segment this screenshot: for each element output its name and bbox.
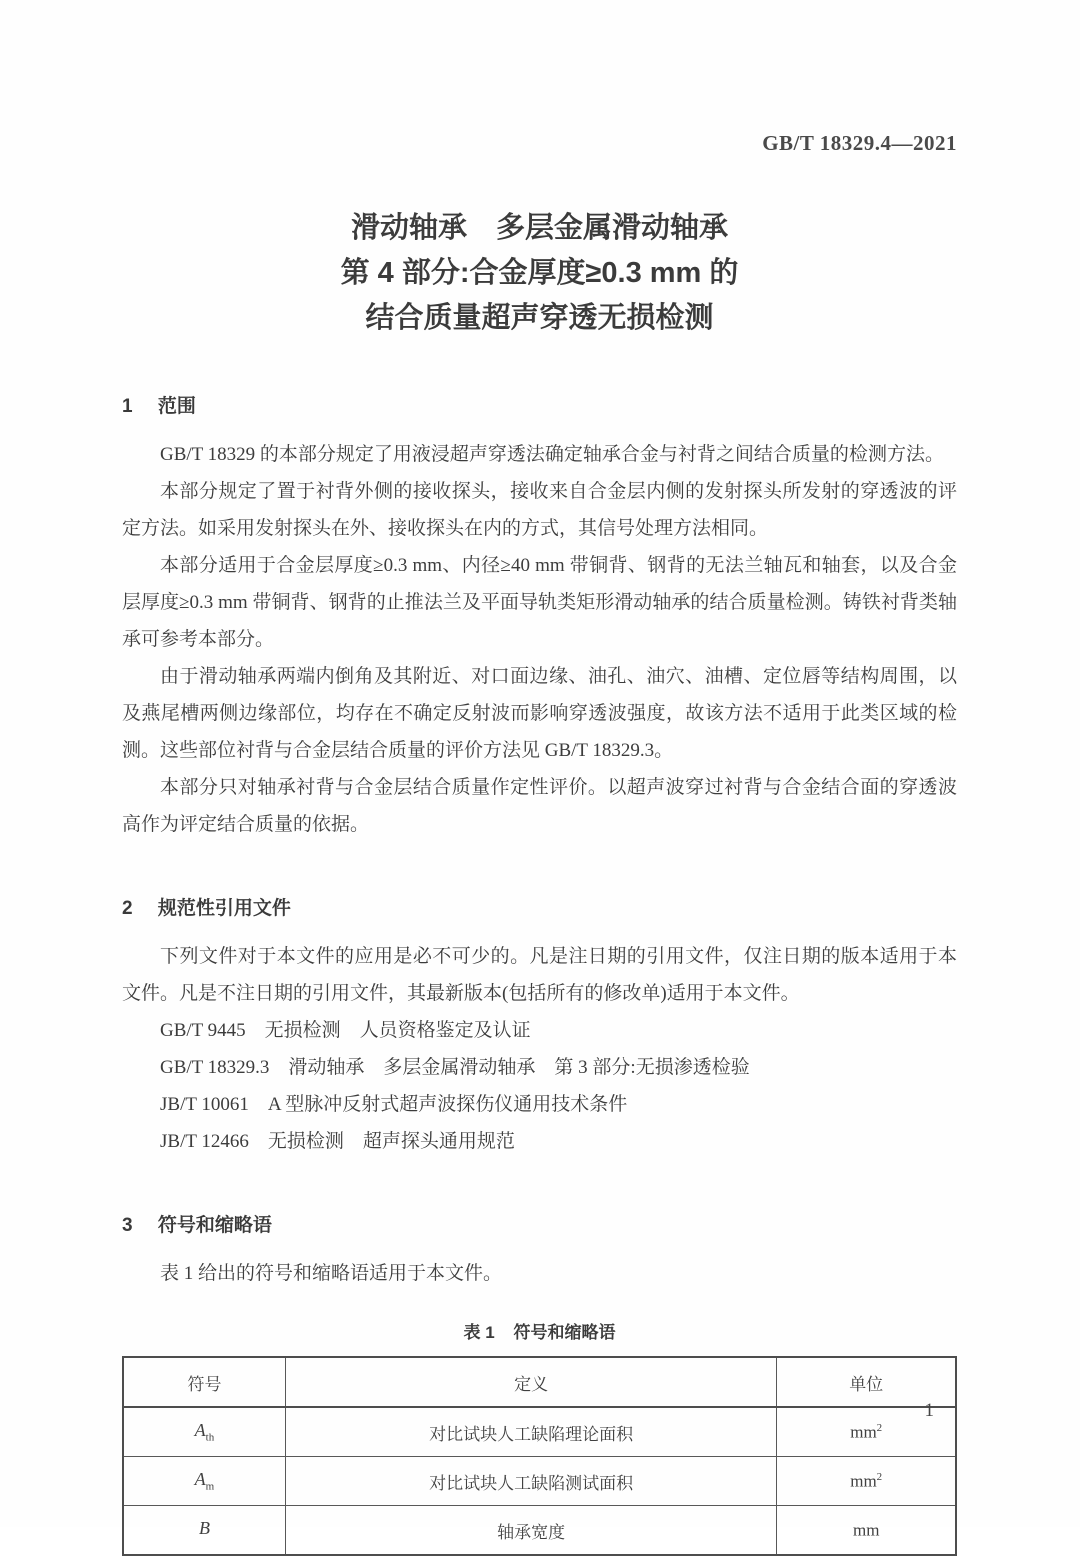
paragraph: GB/T 18329 的本部分规定了用液浸超声穿透法确定轴承合金与衬背之间结合质量的检测方法。 (160, 444, 944, 465)
paragraph: 本部分规定了置于衬背外侧的接收探头，接收来自合金层内侧的发射探头所发射的穿透波的评定方法。如采用发射探头在外、接收探头在内的方式，其信号处理方法相同。 (122, 481, 957, 539)
unit-base: mm (850, 1471, 877, 1491)
definition-cell: 对比试块人工缺陷测试面积 (285, 1457, 776, 1506)
section-2-heading (122, 893, 957, 920)
paragraph: 本部分适用于合金层厚度≥0.3 mm、内径≥40 mm 带铜背、钢背的无法兰轴瓦和轴套，以及合金层厚度≥0.3 mm 带铜背、钢背的止推法兰及平面导轨类矩形滑动轴承的结合质量检测。铸铁衬背类轴承可参考本部分。 (122, 555, 957, 650)
column-header-definition: 定义 (285, 1357, 776, 1407)
reference-item: JB/T 10061 A 型脉冲反射式超声波探伤仪通用技术条件 (160, 1094, 628, 1115)
document-title (122, 206, 957, 341)
reference-list (122, 1012, 957, 1160)
symbols-table-body (123, 1407, 956, 1555)
symbols-table (122, 1356, 957, 1556)
paragraph: 下列文件对于本文件的应用是必不可少的。凡是注日期的引用文件，仅注日期的版本适用于本文件。凡是不注日期的引用文件，其最新版本(包括所有的修改单)适用于本文件。 (122, 946, 957, 1004)
table-header-row (123, 1357, 956, 1407)
symbol-subscript: th (205, 1431, 215, 1444)
page-number: 1 (924, 1400, 934, 1421)
section-3-body (122, 1255, 957, 1292)
section-2-body (122, 938, 957, 1012)
section-normative-references (122, 893, 957, 1160)
reference-item: JB/T 12466 无损检测 超声探头通用规范 (160, 1131, 515, 1152)
definition-cell: 对比试块人工缺陷理论面积 (285, 1407, 776, 1457)
section-1-number: 1 (122, 396, 133, 417)
section-1-heading (122, 391, 957, 418)
symbol-cell (123, 1407, 285, 1457)
table-caption-text: 符号和缩略语 (513, 1323, 616, 1342)
table-row (123, 1457, 956, 1506)
document-title-line-1: 滑动轴承 多层金属滑动轴承 (350, 212, 728, 244)
symbols-table-head (123, 1357, 956, 1407)
section-3-heading-text: 符号和缩略语 (157, 1215, 272, 1236)
column-header-symbol: 符号 (123, 1357, 285, 1407)
paragraph: 本部分只对轴承衬背与合金层结合质量作定性评价。以超声波穿过衬背与合金结合面的穿透波高作为评定结合质量的依据。 (122, 777, 957, 835)
unit-cell (777, 1457, 956, 1506)
table-row (123, 1506, 956, 1556)
unit-base: mm (852, 1520, 880, 1540)
table-caption-label: 表 1 (463, 1323, 495, 1342)
section-3-number: 3 (122, 1215, 133, 1236)
section-scope (122, 391, 957, 843)
document-title-line-3: 结合质量超声穿透无损检测 (365, 302, 714, 334)
symbol-cell (123, 1457, 285, 1506)
section-1-heading-text: 范围 (157, 396, 196, 417)
reference-item: GB/T 9445 无损检测 人员资格鉴定及认证 (160, 1020, 531, 1041)
table-caption (122, 1318, 957, 1343)
symbol-cell (123, 1506, 285, 1556)
unit-base: mm (850, 1422, 877, 1442)
section-3-heading (122, 1210, 957, 1237)
column-header-unit: 单位 (777, 1357, 956, 1407)
table-row (123, 1407, 956, 1457)
unit-superscript: 2 (876, 1421, 883, 1434)
paragraph: 由于滑动轴承两端内倒角及其附近、对口面边缘、油孔、油穴、油槽、定位唇等结构周围，以及燕尾槽两侧边缘部位，均存在不确定反射波而影响穿透波强度，故该方法不适用于此类区域的检测。这些部位衬背与合金层结合质量的评价方法见 GB/T 18329.3。 (122, 666, 957, 761)
symbol-subscript: m (205, 1480, 215, 1493)
section-2-heading-text: 规范性引用文件 (157, 898, 291, 919)
symbol-base: A (194, 1420, 206, 1441)
document-title-line-2: 第 4 部分:合金厚度≥0.3 mm 的 (340, 257, 739, 289)
definition-cell: 轴承宽度 (285, 1506, 776, 1556)
reference-item: GB/T 18329.3 滑动轴承 多层金属滑动轴承 第 3 部分:无损渗透检验 (160, 1057, 750, 1078)
paragraph: 表 1 给出的符号和缩略语适用于本文件。 (160, 1263, 503, 1284)
symbol-base: A (194, 1469, 206, 1490)
unit-cell (777, 1506, 956, 1556)
section-1-body (122, 436, 957, 843)
section-2-number: 2 (122, 898, 133, 919)
standard-number: GB/T 18329.4—2021 (762, 131, 957, 155)
section-symbols-abbreviations (122, 1210, 957, 1556)
symbol-base: B (198, 1518, 210, 1539)
unit-superscript: 2 (876, 1470, 883, 1483)
